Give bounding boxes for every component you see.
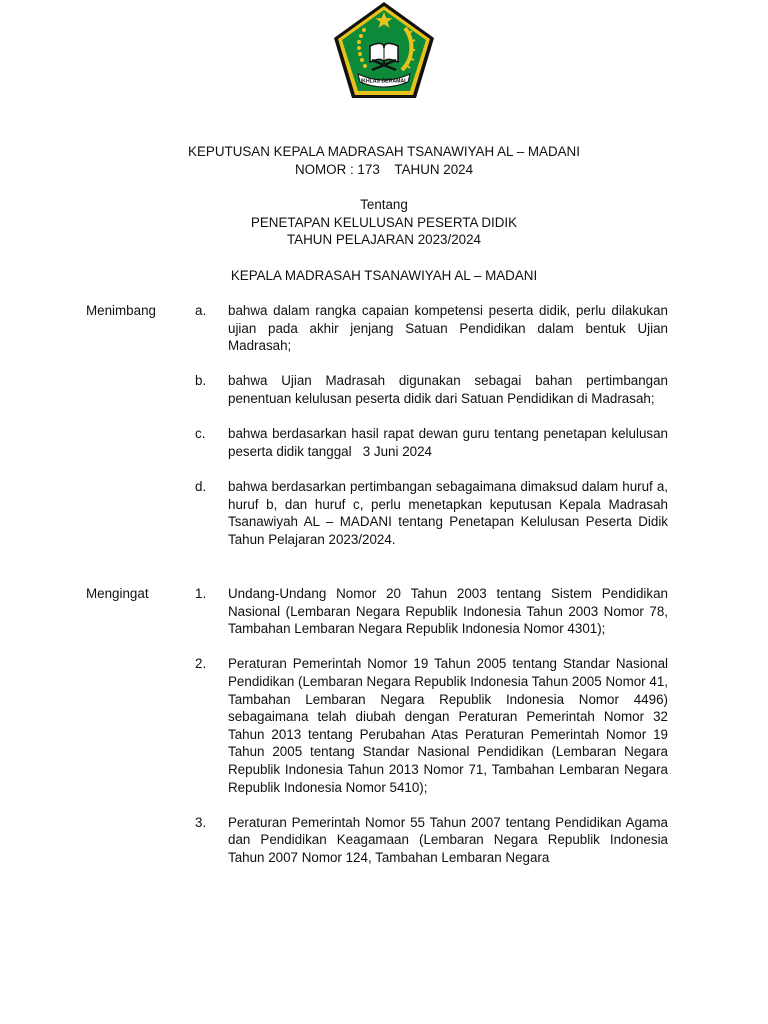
item-marker: 3. <box>195 814 207 830</box>
item-text: Peraturan Pemerintah Nomor 55 Tahun 2007 tentang Pendidikan Agama dan Pendidikan Keagamaan (Lembaran Negara Republik Indonesia Tahun 2007 Nomor 124, Tambahan Lembaran Negara <box>228 814 668 865</box>
menimbang-item-d <box>86 478 668 548</box>
tentang-label: Tentang <box>360 197 408 212</box>
mengingat-item-3 <box>86 814 668 867</box>
decree-title: KEPUTUSAN KEPALA MADRASAH TSANAWIYAH AL – MADANI <box>188 144 580 159</box>
emblem-banner-text: IKHLAS BERAMAL <box>360 78 408 85</box>
mengingat-section <box>86 585 668 884</box>
decree-subject-block <box>0 196 768 249</box>
kemenag-emblem-logo <box>330 0 438 100</box>
menimbang-item-c <box>86 425 672 460</box>
item-marker: b. <box>195 373 207 389</box>
mengingat-label: Mengingat <box>86 586 149 601</box>
mengingat-item-1 <box>86 585 668 638</box>
item-text: bahwa berdasarkan hasil rapat dewan guru tentang penetapan kelulusan peserta didik tanggal 3 Juni 2024 <box>228 426 672 459</box>
item-marker: 2. <box>195 656 207 672</box>
menimbang-item-b <box>86 372 668 407</box>
decree-academic-year: TAHUN PELAJARAN 2023/2024 <box>286 232 481 248</box>
decree-subject: PENETAPAN KELULUSAN PESERTA DIDIK <box>250 214 518 230</box>
item-text: bahwa dalam rangka capaian kompetensi peserta didik, perlu dilakukan ujian pada akhir jenjang Satuan Pendidikan dalam bentuk Ujian Madrasah; <box>228 303 668 354</box>
mengingat-item-2 <box>86 655 668 796</box>
item-marker: a. <box>195 303 207 318</box>
item-text: bahwa berdasarkan pertimbangan sebagaimana dimaksud dalam huruf a, huruf b, dan huruf c, perlu menetapkan keputusan Kepala Madrasah Tsanawiyah AL – MADANI tentang Penetapan Kelulusan Peserta Didik Tahun Pelajaran 2023/2024. <box>228 478 668 547</box>
decree-authority: KEPALA MADRASAH TSANAWIYAH AL – MADANI <box>230 268 538 283</box>
menimbang-label: Menimbang <box>86 303 156 318</box>
item-text: Peraturan Pemerintah Nomor 19 Tahun 2005 tentang Standar Nasional Pendidikan (Lembaran Negara Republik Indonesia Tahun 2005 Nomor 41, Tambahan Lembaran Negara Republik Indonesia Nomor 4496) sebagaimana telah diubah dengan Peraturan Pemerintah Nomor 32 Tahun 2013 tentang Perubahan Atas Peraturan Pemerintah Nomor 19 Tahun 2005 tentang Standar Nasional Pendidikan (Lembaran Negara Republik Indonesia Tahun 2013 Nomor 71, Tambahan Lembaran Negara Republik Indonesia Nomor 5410); <box>228 656 668 795</box>
item-marker: d. <box>195 478 207 494</box>
menimbang-section <box>86 302 672 566</box>
item-text: bahwa Ujian Madrasah digunakan sebagai bahan pertimbangan penentuan kelulusan peserta didik dari Satuan Pendidikan di Madrasah; <box>228 373 668 406</box>
decree-number: NOMOR : 173 TAHUN 2024 <box>294 161 474 177</box>
item-text: Undang-Undang Nomor 20 Tahun 2003 tentang Sistem Pendidikan Nasional (Lembaran Negara Republik Indonesia Tahun 2003 Nomor 78, Tambahan Lembaran Negara Republik Indonesia Nomor 4301); <box>228 586 668 637</box>
item-marker: 1. <box>195 586 207 601</box>
item-marker: c. <box>195 426 206 442</box>
menimbang-item-a <box>86 302 668 355</box>
decree-title-block <box>0 143 768 178</box>
